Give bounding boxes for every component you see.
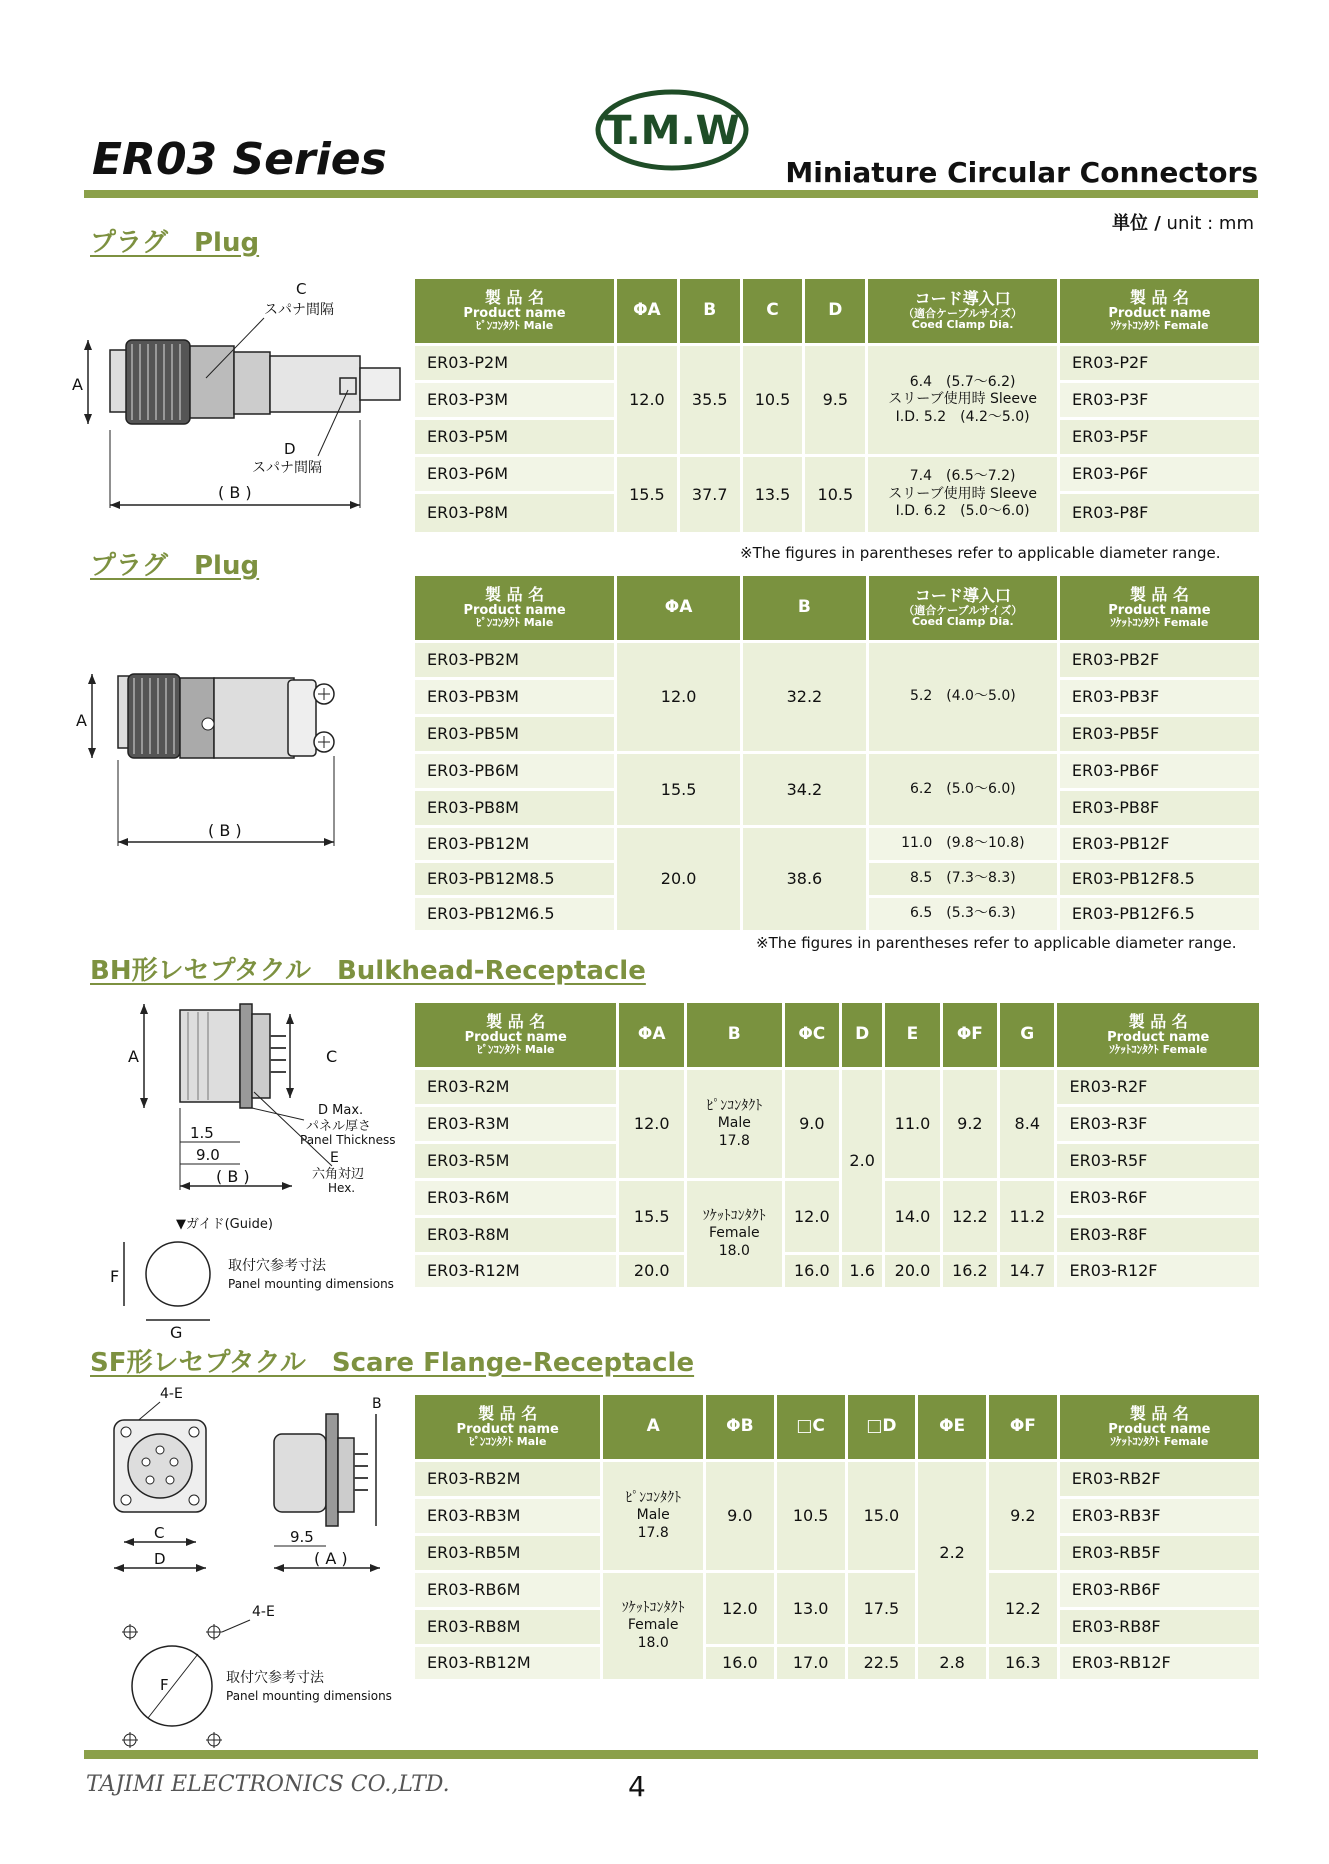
- table-header-cell: E: [885, 1003, 939, 1067]
- table-cell: 11.0: [885, 1070, 939, 1178]
- table-cell: ER03-RB8F: [1060, 1610, 1259, 1644]
- sf-dim-4e: 4-E: [160, 1386, 183, 1402]
- table-cell: ER03-PB12F: [1060, 828, 1259, 860]
- sf-dim-b: B: [372, 1396, 382, 1412]
- table-header-cell: ΦF: [943, 1003, 997, 1067]
- table-cell: 6.4 (5.7〜6.2) スリーブ使用時 Sleeve I.D. 5.2 (4.2〜5.0): [868, 346, 1057, 454]
- col-header-female: 製 品 名 Product name ｿｹｯﾄｺﾝﾀｸﾄ Female: [1060, 576, 1259, 640]
- table-cell: 32.2: [743, 643, 866, 751]
- table-cell: 20.0: [885, 1255, 939, 1287]
- plug-1-dim-c: C: [296, 280, 307, 298]
- table-cell: ｿｹｯﾄｺﾝﾀｸﾄ Female 18.0: [603, 1573, 703, 1679]
- table-cell: ER03-P5F: [1060, 420, 1259, 454]
- tmw-logo: [594, 88, 750, 172]
- plug-2-note: ※The figures in parentheses refer to applicable diameter range.: [756, 934, 1237, 952]
- bulkhead-dim-a: A: [128, 1047, 139, 1066]
- table-cell: ER03-RB2F: [1060, 1462, 1259, 1496]
- table-header-cell: □C: [777, 1395, 845, 1459]
- sf-dim-c: C: [154, 1524, 165, 1542]
- col-header-male: 製 品 名 Product name ﾋﾟﾝｺﾝﾀｸﾄ Male: [415, 279, 614, 343]
- table-cell: ER03-PB12F6.5: [1060, 898, 1259, 930]
- table-row: ER03-RB6M: [415, 1573, 600, 1607]
- plug-1-dim-c-jp: スパナ間隔: [264, 302, 334, 318]
- table-cell: 10.5: [777, 1462, 845, 1570]
- bulkhead-dim-15: 1.5: [190, 1124, 214, 1142]
- bulkhead-table: [412, 1000, 1262, 1290]
- table-cell: ER03-PB2F: [1060, 643, 1259, 677]
- table-cell: 11.2: [1000, 1181, 1054, 1252]
- table-cell: 8.4: [1000, 1070, 1054, 1178]
- table-cell: ER03-R6F: [1057, 1181, 1259, 1215]
- table-cell: 12.2: [989, 1573, 1057, 1644]
- table-row: ER03-PB12M8.5: [415, 863, 614, 895]
- table-header-cell: D: [842, 1003, 882, 1067]
- table-cell: 20.0: [619, 1255, 683, 1287]
- table-cell: 12.2: [943, 1181, 997, 1252]
- unit-jp: 単位 /: [1111, 213, 1161, 234]
- table-row: ER03-R6M: [415, 1181, 616, 1215]
- table-cell: 15.0: [848, 1462, 916, 1570]
- bulkhead-drawing: [104, 996, 414, 1342]
- table-cell: ER03-P8F: [1060, 494, 1259, 532]
- table-cell: 9.0: [785, 1070, 839, 1178]
- col-header-male: 製 品 名 Product name ﾋﾟﾝｺﾝﾀｸﾄ Male: [415, 1395, 600, 1459]
- plug-1-drawing: [72, 280, 418, 510]
- table-cell: 2.2: [918, 1462, 986, 1644]
- table-cell: 15.5: [619, 1181, 683, 1252]
- table-cell: 13.5: [743, 457, 803, 532]
- table-cell: 20.0: [617, 828, 740, 930]
- table-row: ER03-RB5M: [415, 1536, 600, 1570]
- table-row: ER03-R3M: [415, 1107, 616, 1141]
- table-cell: ER03-R2F: [1057, 1070, 1259, 1104]
- bulkhead-dim-f: F: [110, 1267, 120, 1286]
- col-header-cord: コード導入口 （適合ケーブルサイズ） Coed Clamp Dia.: [869, 576, 1057, 640]
- plug-1-dim-d-jp: スパナ間隔: [252, 460, 322, 476]
- table-cell: 1.6: [842, 1255, 882, 1287]
- table-row: ER03-RB3M: [415, 1499, 600, 1533]
- header-rule: [84, 190, 1258, 198]
- document-subtitle: Miniature Circular Connectors: [785, 156, 1258, 189]
- table-cell: 11.0 (9.8〜10.8): [869, 828, 1057, 860]
- table-cell: 17.0: [777, 1647, 845, 1679]
- table-header-cell: A: [603, 1395, 703, 1459]
- col-header-cord: コード導入口 （適合ケーブルサイズ） Coed Clamp Dia.: [868, 279, 1057, 343]
- company-name: TAJIMI ELECTRONICS CO.,LTD.: [86, 1772, 450, 1797]
- table-row: ER03-PB5M: [415, 717, 614, 751]
- table-cell: ER03-RB6F: [1060, 1573, 1259, 1607]
- table-cell: 22.5: [848, 1647, 916, 1679]
- table-header-cell: ΦB: [706, 1395, 774, 1459]
- table-row: ER03-RB2M: [415, 1462, 600, 1496]
- sf-mount-en: Panel mounting dimensions: [226, 1689, 392, 1703]
- bulkhead-dim-90: 9.0: [196, 1146, 220, 1164]
- plug-1-dim-b: ( B ): [218, 483, 252, 502]
- sf-mount-jp: 取付穴参考寸法: [226, 1670, 324, 1686]
- table-row: ER03-PB3M: [415, 680, 614, 714]
- table-row: ER03-RB8M: [415, 1610, 600, 1644]
- table-row: ER03-P8M: [415, 494, 614, 532]
- table-header-cell: B: [687, 1003, 782, 1067]
- logo-text: T.M.W: [604, 108, 740, 154]
- bulkhead-hex-jp: 六角対辺: [312, 1167, 365, 1182]
- bulkhead-mount-jp: 取付穴参考寸法: [228, 1258, 326, 1274]
- table-cell: 14.7: [1000, 1255, 1054, 1287]
- sf-dim-95: 9.5: [290, 1528, 314, 1546]
- table-cell: 37.7: [680, 457, 740, 532]
- table-cell: ER03-RB3F: [1060, 1499, 1259, 1533]
- table-cell: 16.2: [943, 1255, 997, 1287]
- table-cell: 10.5: [805, 457, 865, 532]
- bulkhead-dim-dmax: D Max.: [318, 1103, 364, 1118]
- table-cell: 38.6: [743, 828, 866, 930]
- square-flange-table: [412, 1392, 1262, 1682]
- col-header-b: B: [743, 576, 866, 640]
- table-cell: 6.2 (5.0〜6.0): [869, 754, 1057, 825]
- col-header-a: ΦA: [617, 576, 740, 640]
- table-row: ER03-PB2M: [415, 643, 614, 677]
- table-cell: ﾋﾟﾝｺﾝﾀｸﾄ Male 17.8: [687, 1070, 782, 1178]
- col-header-c: C: [743, 279, 803, 343]
- table-cell: 12.0: [617, 346, 677, 454]
- table-cell: 12.0: [706, 1573, 774, 1644]
- table-cell: ER03-PB3F: [1060, 680, 1259, 714]
- table-row: ER03-PB8M: [415, 791, 614, 825]
- sf-dim-a: ( A ): [314, 1549, 348, 1568]
- plug-1-table: [412, 276, 1262, 535]
- table-row: ER03-P5M: [415, 420, 614, 454]
- table-cell: ER03-P2F: [1060, 346, 1259, 380]
- table-cell: ER03-R12F: [1057, 1255, 1259, 1287]
- table-cell: ER03-P6F: [1060, 457, 1259, 491]
- table-row: ER03-P2M: [415, 346, 614, 380]
- table-row: ER03-R8M: [415, 1218, 616, 1252]
- table-cell: 15.5: [617, 754, 740, 825]
- bulkhead-dim-b: ( B ): [216, 1167, 250, 1186]
- section-title-plug-1: プラグ Plug: [90, 228, 260, 258]
- table-cell: 5.2 (4.0〜5.0): [869, 643, 1057, 751]
- table-cell: ER03-PB5F: [1060, 717, 1259, 751]
- plug-1-dim-d: D: [284, 440, 296, 458]
- table-cell: ER03-R5F: [1057, 1144, 1259, 1178]
- table-cell: 12.0: [617, 643, 740, 751]
- table-cell: 12.0: [619, 1070, 683, 1178]
- bulkhead-guide: ▼ガイド(Guide): [176, 1217, 273, 1232]
- table-cell: 9.5: [805, 346, 865, 454]
- table-row: ER03-PB12M6.5: [415, 898, 614, 930]
- col-header-b: B: [680, 279, 740, 343]
- unit-en: unit : mm: [1160, 213, 1254, 234]
- table-cell: 9.2: [989, 1462, 1057, 1570]
- unit-label: [1112, 209, 1254, 235]
- table-row: ER03-P6M: [415, 457, 614, 491]
- table-cell: 16.0: [706, 1647, 774, 1679]
- plug-2-table: [412, 573, 1262, 933]
- table-cell: 15.5: [617, 457, 677, 532]
- col-header-a: ΦA: [617, 279, 677, 343]
- table-header-cell: ΦE: [918, 1395, 986, 1459]
- bulkhead-dim-e: E: [330, 1150, 339, 1166]
- plug-2-dim-b: ( B ): [208, 821, 242, 840]
- table-row: ER03-R2M: [415, 1070, 616, 1104]
- bulkhead-dim-c: C: [326, 1047, 338, 1066]
- sf-dim-d: D: [154, 1550, 166, 1568]
- plug-2-dim-a: A: [76, 711, 87, 730]
- table-cell: ｿｹｯﾄｺﾝﾀｸﾄ Female 18.0: [687, 1181, 782, 1287]
- table-cell: 13.0: [777, 1573, 845, 1644]
- table-row: ER03-R12M: [415, 1255, 616, 1287]
- bulkhead-panel-jp: パネル厚さ: [306, 1119, 372, 1134]
- table-cell: 2.8: [918, 1647, 986, 1679]
- table-row: ER03-P3M: [415, 383, 614, 417]
- page-number: 4: [628, 1770, 646, 1803]
- sf-dim-4e-b: 4-E: [252, 1604, 275, 1620]
- table-cell: 34.2: [743, 754, 866, 825]
- sf-dim-f: F: [160, 1676, 169, 1694]
- section-title-bulkhead: BH形レセプタクル Bulkhead-Receptacle: [90, 956, 646, 986]
- footer-rule: [84, 1750, 1258, 1759]
- table-cell: 16.0: [785, 1255, 839, 1287]
- plug-2-drawing: [78, 660, 378, 850]
- table-cell: ER03-P3F: [1060, 383, 1259, 417]
- table-cell: ER03-R8F: [1057, 1218, 1259, 1252]
- table-cell: 14.0: [885, 1181, 939, 1252]
- table-cell: 9.2: [943, 1070, 997, 1178]
- table-cell: 9.0: [706, 1462, 774, 1570]
- table-cell: 17.5: [848, 1573, 916, 1644]
- table-header-cell: ΦA: [619, 1003, 683, 1067]
- square-flange-drawing: [104, 1384, 414, 1744]
- bulkhead-dim-g: G: [170, 1323, 183, 1342]
- col-header-female: 製 品 名 Product name ｿｹｯﾄｺﾝﾀｸﾄ Female: [1060, 279, 1259, 343]
- table-cell: 12.0: [785, 1181, 839, 1252]
- table-cell: ER03-PB6F: [1060, 754, 1259, 788]
- table-cell: 2.0: [842, 1070, 882, 1252]
- table-cell: ﾋﾟﾝｺﾝﾀｸﾄ Male 17.8: [603, 1462, 703, 1570]
- table-row: ER03-RB12M: [415, 1647, 600, 1679]
- col-header-d: D: [805, 279, 865, 343]
- table-cell: ER03-RB12F: [1060, 1647, 1259, 1679]
- bulkhead-mount-en: Panel mounting dimensions: [228, 1277, 394, 1291]
- table-row: ER03-R5M: [415, 1144, 616, 1178]
- bulkhead-hex-en: Hex.: [328, 1181, 356, 1195]
- section-title-plug-2: プラグ Plug: [90, 551, 260, 581]
- table-cell: 16.3: [989, 1647, 1057, 1679]
- table-cell: ER03-PB12F8.5: [1060, 863, 1259, 895]
- table-cell: 6.5 (5.3〜6.3): [869, 898, 1057, 930]
- col-header-male: 製 品 名 Product name ﾋﾟﾝｺﾝﾀｸﾄ Male: [415, 1003, 616, 1067]
- col-header-male: 製 品 名 Product name ﾋﾟﾝｺﾝﾀｸﾄ Male: [415, 576, 614, 640]
- table-cell: 8.5 (7.3〜8.3): [869, 863, 1057, 895]
- section-title-square-flange: SF形レセプタクル Scare Flange-Receptacle: [90, 1348, 695, 1378]
- col-header-female: 製 品 名 Product name ｿｹｯﾄｺﾝﾀｸﾄ Female: [1057, 1003, 1259, 1067]
- table-cell: ER03-R3F: [1057, 1107, 1259, 1141]
- table-cell: ER03-PB8F: [1060, 791, 1259, 825]
- table-cell: ER03-RB5F: [1060, 1536, 1259, 1570]
- table-row: ER03-PB12M: [415, 828, 614, 860]
- table-header-cell: ΦF: [989, 1395, 1057, 1459]
- table-cell: 35.5: [680, 346, 740, 454]
- table-header-cell: □D: [848, 1395, 916, 1459]
- table-header-cell: G: [1000, 1003, 1054, 1067]
- plug-1-dim-a: A: [72, 375, 83, 394]
- table-cell: 10.5: [743, 346, 803, 454]
- bulkhead-panel-en: Panel Thickness: [300, 1133, 396, 1147]
- table-cell: 7.4 (6.5〜7.2) スリーブ使用時 Sleeve I.D. 6.2 (5.0〜6.0): [868, 457, 1057, 532]
- table-row: ER03-PB6M: [415, 754, 614, 788]
- series-title: ER03 Series: [92, 134, 387, 185]
- col-header-female: 製 品 名 Product name ｿｹｯﾄｺﾝﾀｸﾄ Female: [1060, 1395, 1259, 1459]
- plug-1-note: ※The figures in parentheses refer to applicable diameter range.: [740, 544, 1221, 562]
- table-header-cell: ΦC: [785, 1003, 839, 1067]
